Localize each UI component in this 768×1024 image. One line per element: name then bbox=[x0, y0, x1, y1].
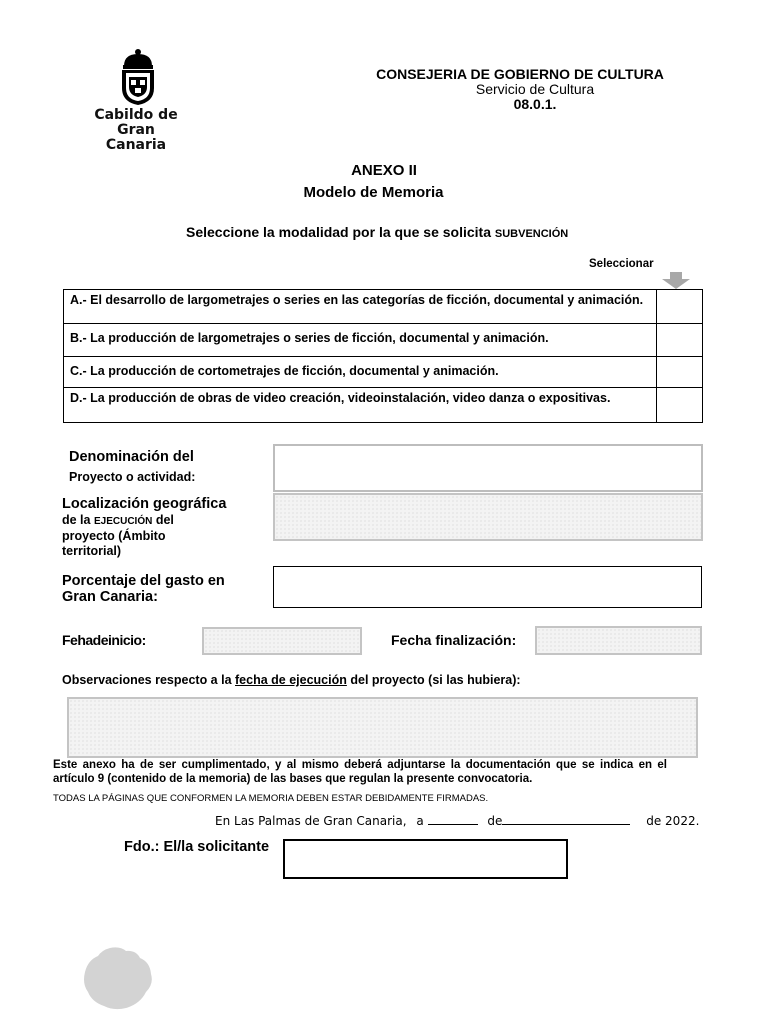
option-d-text: D.- La producción de obras de video creación, videoinstalación, video danza o expositivas. bbox=[64, 388, 657, 423]
fecha-fin-label: Fecha finalización: bbox=[391, 632, 517, 648]
note-line-1: Este anexo ha de ser cumplimentado, y al mismo deberá adjuntarse la documentación que se indica en el bbox=[53, 759, 667, 771]
table-row bbox=[64, 357, 703, 388]
note-line-3: TODAS LA PÁGINAS QUE CONFORMEN LA MEMORIA DEBEN ESTAR DEBIDAMENTE FIRMADAS. bbox=[53, 793, 489, 804]
fecha-inicio-field[interactable] bbox=[202, 627, 362, 655]
signature-field[interactable] bbox=[283, 839, 568, 879]
note-line-2: artículo 9 (contenido de la memoria) de las bases que regulan la presente convocatoria. bbox=[53, 773, 533, 785]
modality-table bbox=[63, 289, 703, 423]
option-a-text: A.- El desarrollo de largometrajes o series en las categorías de ficción, documental y animación. bbox=[64, 290, 657, 324]
date-a: a bbox=[416, 814, 424, 828]
select-prompt-small: SUBVENCIÓN bbox=[494, 228, 569, 240]
down-arrow-icon bbox=[662, 272, 690, 290]
observaciones-field[interactable] bbox=[67, 697, 698, 758]
day-blank[interactable] bbox=[428, 812, 478, 825]
date-de: de bbox=[487, 814, 503, 828]
option-d-checkbox[interactable] bbox=[657, 388, 703, 423]
date-year: de 2022. bbox=[646, 814, 700, 828]
select-prompt-main: Seleccione la modalidad por la que se solicita bbox=[186, 224, 491, 240]
select-prompt bbox=[186, 224, 568, 240]
annex-title: ANEXO II bbox=[351, 162, 417, 179]
option-b-text: B.- La producción de largometrajes o series de ficción, documental y animación. bbox=[64, 324, 657, 357]
option-b-checkbox[interactable] bbox=[657, 324, 703, 357]
annex-subtitle: Modelo de Memoria bbox=[303, 184, 444, 201]
select-column-label: Seleccionar bbox=[589, 258, 654, 270]
denominacion-label: Denominación del Proyecto o actividad: bbox=[69, 449, 196, 484]
option-a-checkbox[interactable] bbox=[657, 290, 703, 324]
header-code: 08.0.1. bbox=[513, 96, 557, 112]
month-blank[interactable] bbox=[502, 812, 630, 825]
option-c-checkbox[interactable] bbox=[657, 357, 703, 388]
porcentaje-field[interactable] bbox=[273, 566, 702, 608]
localizacion-field[interactable] bbox=[273, 493, 703, 541]
table-row bbox=[64, 290, 703, 324]
header-service: Servicio de Cultura bbox=[475, 81, 595, 97]
localizacion-label: Localización geográfica de la EJECUCIÓN del proyecto (Ámbito territorial) bbox=[62, 496, 227, 558]
date-place: En Las Palmas de Gran Canaria, bbox=[215, 814, 407, 828]
fecha-fin-field[interactable] bbox=[535, 626, 702, 655]
porcentaje-label: Porcentaje del gasto en Gran Canaria: bbox=[62, 573, 225, 605]
header-org: CONSEJERIA DE GOBIERNO DE CULTURA bbox=[376, 66, 664, 82]
denominacion-field[interactable] bbox=[273, 444, 703, 492]
signature-label: Fdo.: El/la solicitante bbox=[124, 839, 270, 855]
option-c-text: C.- La producción de cortometrajes de ficción, documental y animación. bbox=[64, 357, 657, 388]
logo-line-1: Cabildo de bbox=[94, 107, 178, 123]
table-row bbox=[64, 324, 703, 357]
gran-canaria-island-icon bbox=[80, 946, 160, 1012]
logo-line-2: Gran Canaria bbox=[105, 122, 167, 153]
fecha-inicio-label: Fehadeinicio: bbox=[62, 632, 146, 648]
date-line bbox=[215, 812, 699, 828]
cabildo-logo bbox=[86, 48, 186, 153]
coat-of-arms-icon bbox=[118, 48, 158, 106]
observaciones-label: Observaciones respecto a la fecha de ejecución del proyecto (si las hubiera): bbox=[62, 673, 521, 687]
table-row bbox=[64, 388, 703, 423]
